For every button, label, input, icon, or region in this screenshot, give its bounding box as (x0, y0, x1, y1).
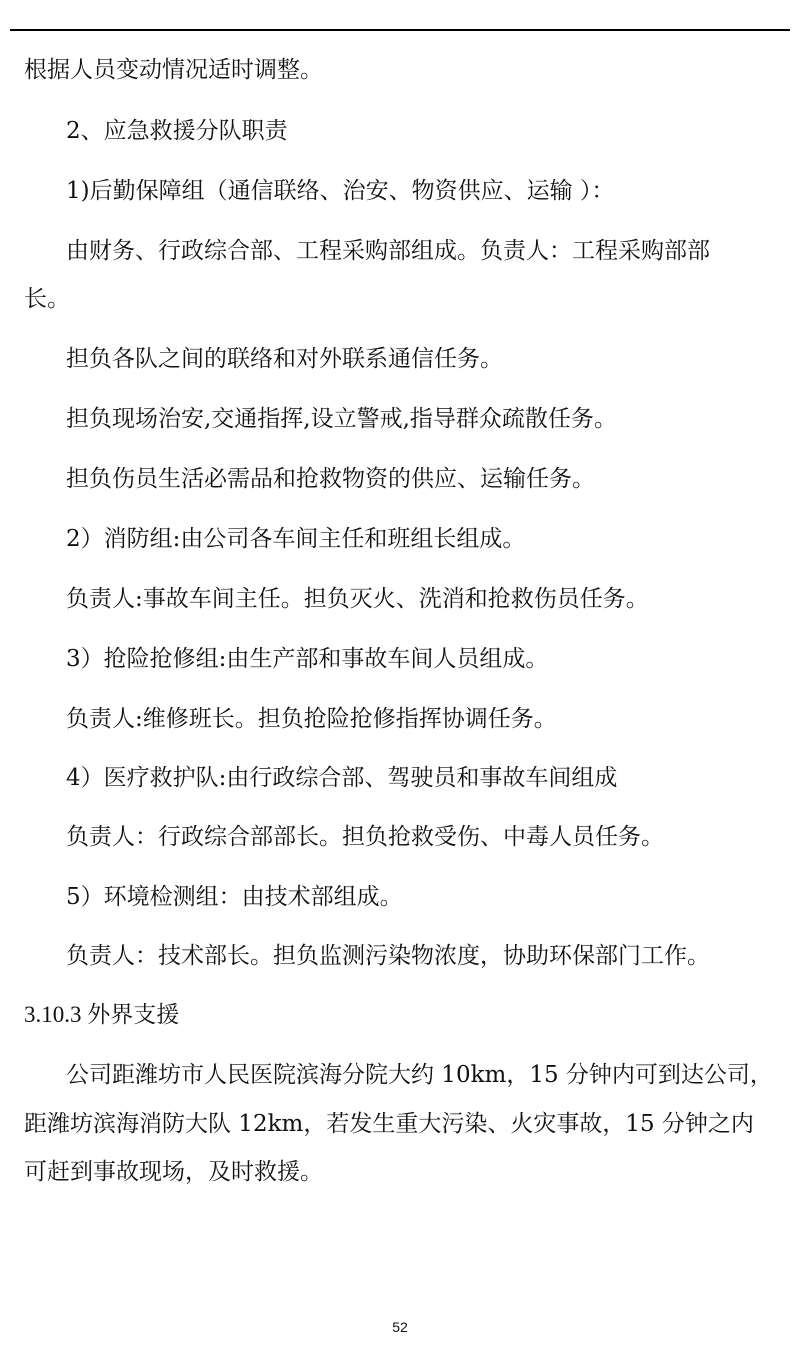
text-line: 负责人：行政综合部部长。担负抢救受伤、中毒人员任务。 (66, 824, 664, 850)
text-line: 根据人员变动情况适时调整。 (24, 57, 323, 83)
text-line: 可赶到事故现场，及时救援。 (24, 1159, 323, 1185)
text-line: 3）抢险抢修组:由生产部和事故车间人员组成。 (66, 646, 549, 672)
section-heading: 2、应急救援分队职责 (66, 118, 288, 144)
text-line: 由财务、行政综合部、工程采购部组成。负责人：工程采购部部 (66, 238, 710, 264)
text-line: 1)后勤保障组（通信联络、治安、物资供应、运输 ）： (66, 178, 615, 204)
text-line: 担负伤员生活必需品和抢救物资的供应、运输任务。 (66, 466, 595, 492)
page-number: 52 (392, 1319, 408, 1335)
text-line: 5）环境检测组：由技术部组成。 (66, 884, 403, 910)
header-rule (10, 29, 790, 31)
text-line: 负责人:事故车间主任。担负灭火、洗消和抢救伤员任务。 (66, 586, 649, 612)
text-line: 负责人:维修班长。担负抢险抢修指挥协调任务。 (66, 706, 557, 732)
text-line: 公司距潍坊市人民医院滨海分院大约 10km，15 分钟内可到达公司， (66, 1062, 773, 1088)
text-line: 距潍坊滨海消防大队 12km，若发生重大污染、火灾事故，15 分钟之内 (24, 1111, 754, 1137)
text-line: 2）消防组:由公司各车间主任和班组长组成。 (66, 526, 526, 552)
text-line: 4）医疗救护队:由行政综合部、驾驶员和事故车间组成 (66, 765, 618, 791)
text-line: 负责人：技术部长。担负监测污染物浓度，协助环保部门工作。 (66, 943, 710, 969)
text-line: 担负现场治安,交通指挥,设立警戒,指导群众疏散任务。 (66, 406, 617, 432)
text-line: 担负各队之间的联络和对外联系通信任务。 (66, 346, 503, 372)
text-line: 长。 (24, 286, 70, 312)
section-heading: 3.10.3 外界支援 (24, 1002, 180, 1027)
